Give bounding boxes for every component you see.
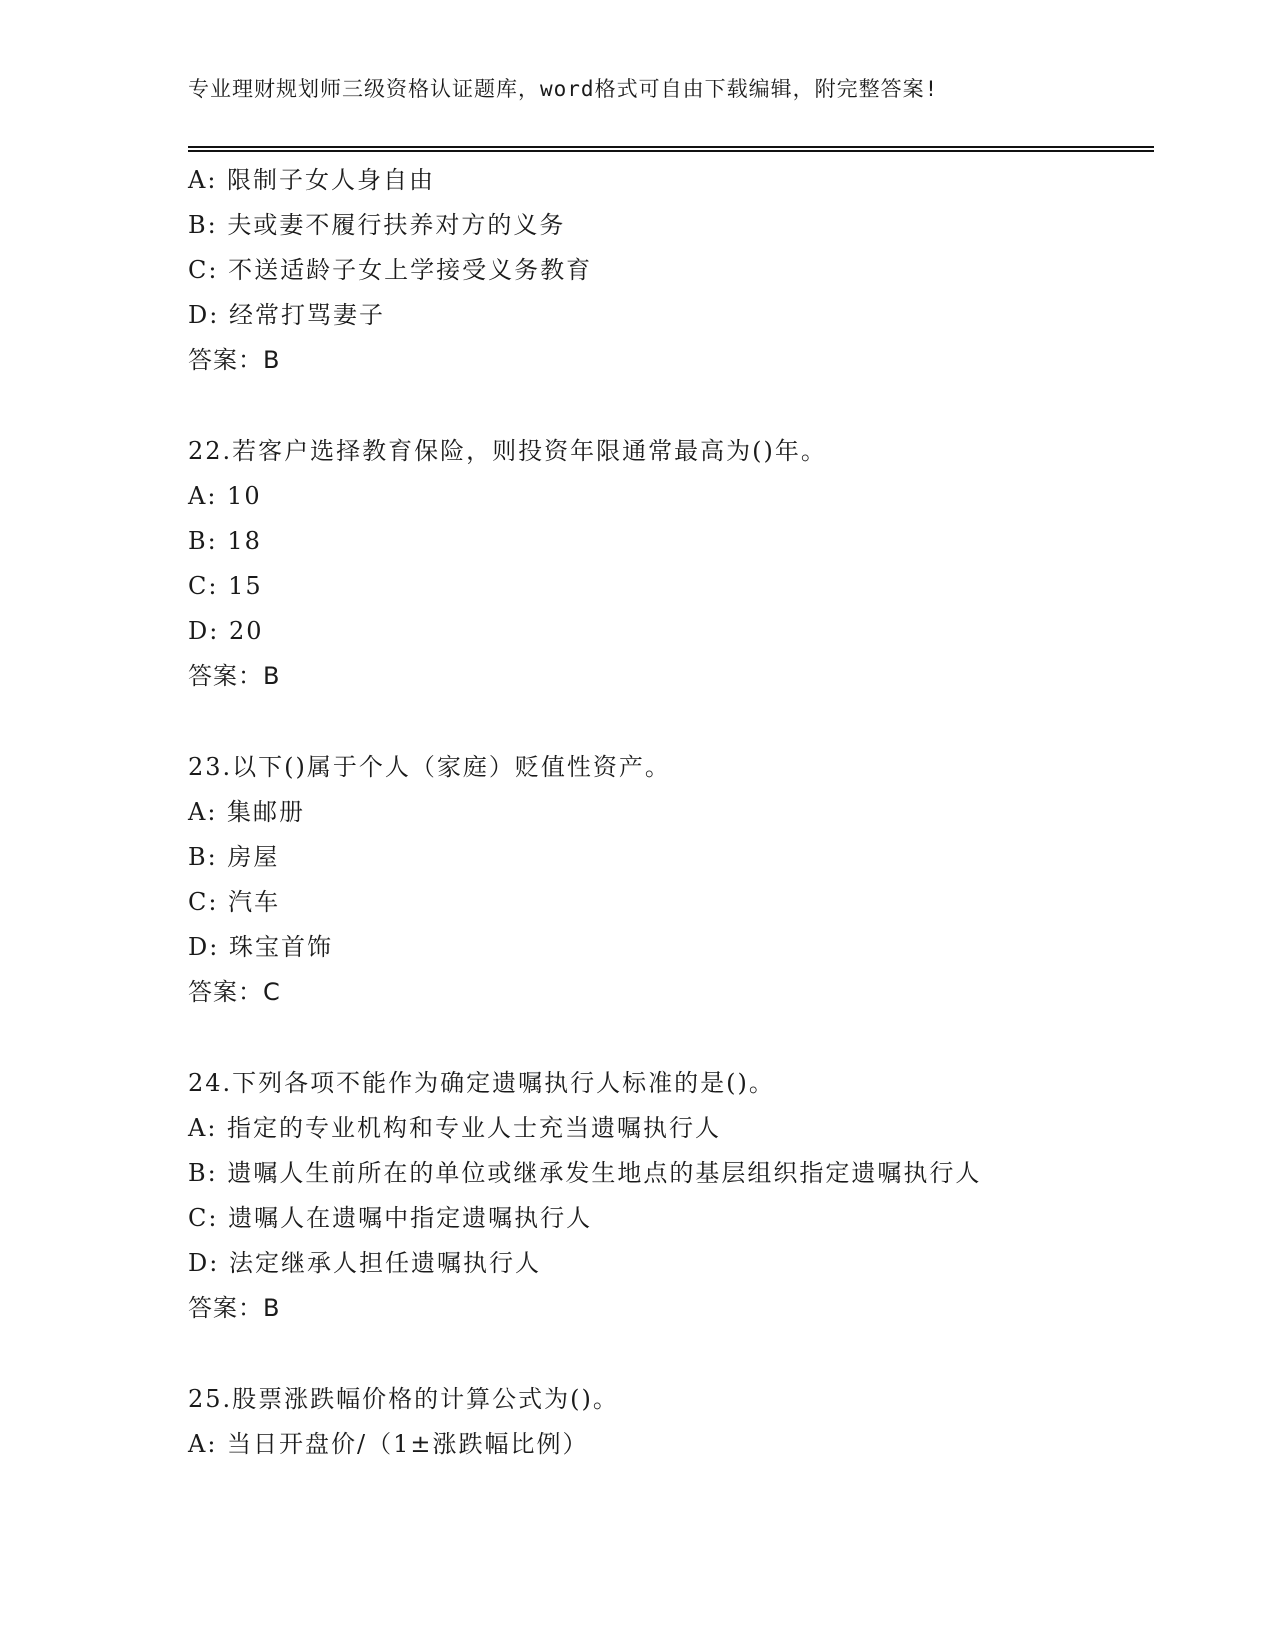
page-header: 专业理财规划师三级资格认证题库，word格式可自由下载编辑，附完整答案! xyxy=(188,77,939,101)
header-divider-bottom xyxy=(188,150,1154,152)
option-c: C: 遗嘱人在遗嘱中指定遗嘱执行人 xyxy=(188,1204,593,1232)
option-d: D: 20 xyxy=(188,617,264,645)
question-25 xyxy=(188,1377,1148,1467)
option-b: B: 房屋 xyxy=(188,843,280,871)
option-d: D: 法定继承人担任遗嘱执行人 xyxy=(188,1249,541,1277)
question-21-continued xyxy=(188,158,1148,383)
option-c: C: 不送适龄子女上学接受义务教育 xyxy=(188,256,593,284)
answer-line: 答案：C xyxy=(188,978,281,1006)
answer-line: 答案：B xyxy=(188,1294,281,1322)
option-b: B: 遗嘱人生前所在的单位或继承发生地点的基层组织指定遗嘱执行人 xyxy=(188,1159,982,1187)
answer-line: 答案：B xyxy=(188,662,281,690)
option-d: D: 珠宝首饰 xyxy=(188,933,333,961)
question-23 xyxy=(188,745,1148,1015)
option-a: A: 10 xyxy=(188,482,262,510)
header-divider-top xyxy=(188,146,1154,148)
option-b: B: 夫或妻不履行扶养对方的义务 xyxy=(188,211,566,239)
question-stem: 25.股票涨跌幅价格的计算公式为()。 xyxy=(188,1385,619,1413)
option-c: C: 汽车 xyxy=(188,888,281,916)
option-a: A: 限制子女人身自由 xyxy=(188,166,436,194)
question-24 xyxy=(188,1061,1148,1331)
option-a: A: 当日开盘价/（1±涨跌幅比例） xyxy=(188,1430,589,1458)
option-b: B: 18 xyxy=(188,527,262,555)
answer-line: 答案：B xyxy=(188,346,281,374)
question-stem: 24.下列各项不能作为确定遗嘱执行人标准的是()。 xyxy=(188,1069,775,1097)
question-stem: 22.若客户选择教育保险，则投资年限通常最高为()年。 xyxy=(188,437,827,465)
option-c: C: 15 xyxy=(188,572,263,600)
option-a: A: 指定的专业机构和专业人士充当遗嘱执行人 xyxy=(188,1114,722,1142)
question-stem: 23.以下()属于个人（家庭）贬值性资产。 xyxy=(188,753,671,781)
option-d: D: 经常打骂妻子 xyxy=(188,301,385,329)
question-22 xyxy=(188,429,1148,699)
option-a: A: 集邮册 xyxy=(188,798,306,826)
question-list xyxy=(188,158,1148,1467)
